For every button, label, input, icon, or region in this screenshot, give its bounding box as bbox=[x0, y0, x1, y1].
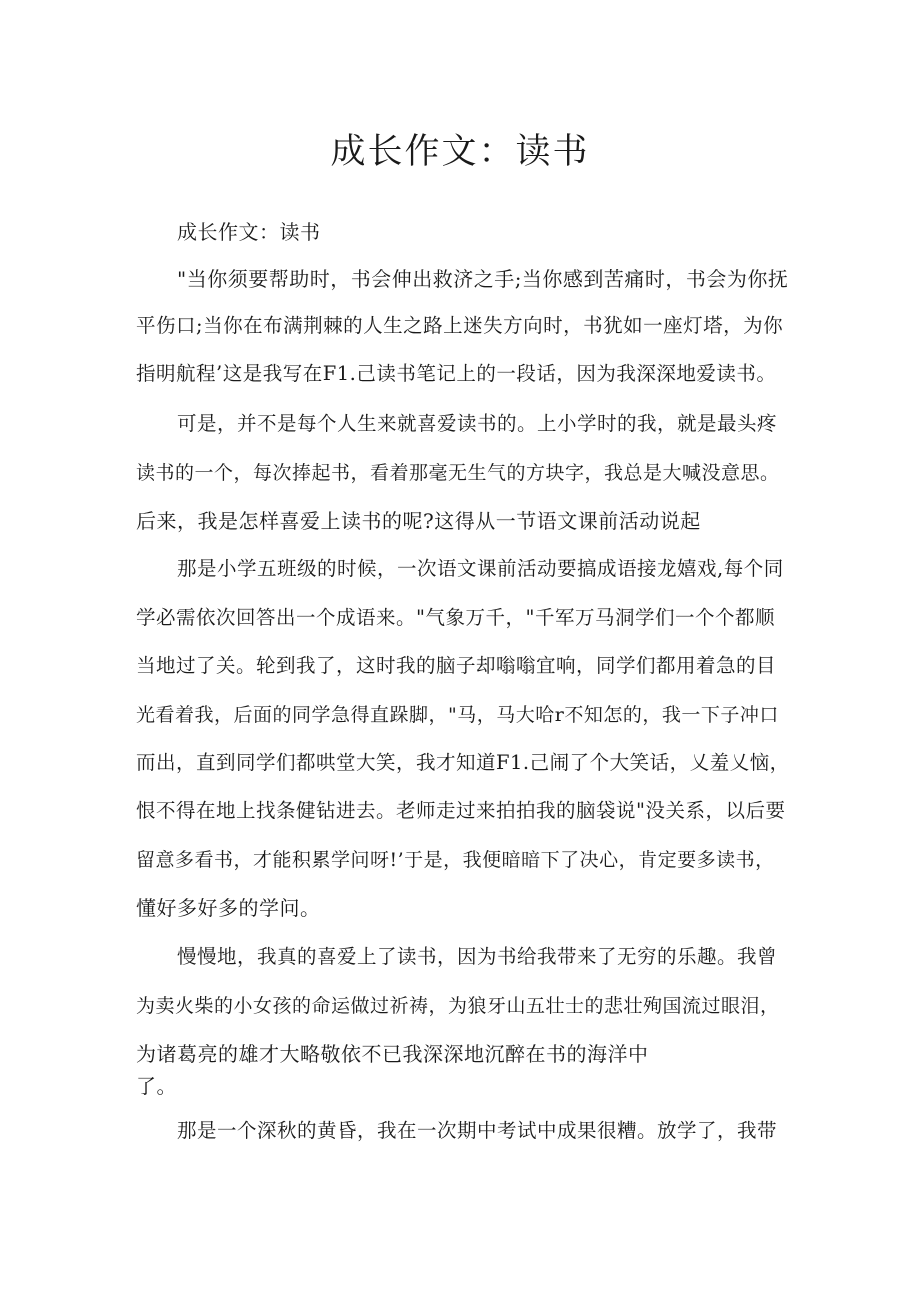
text-line: 懂好多好多的学问。 bbox=[136, 896, 321, 920]
text-line: 当地过了关。轮到我了，这时我的脑子却嗡嗡宜响，同学们都用着急的目 bbox=[136, 654, 777, 677]
text-line: 可是，并不是每个人生来就喜爱读书的。上小学时的我，就是最头疼 bbox=[177, 412, 778, 435]
text-line: 为卖火柴的小女孩的命运做过祈祷，为狼牙山五壮士的悲壮殉国流过眼泪， bbox=[136, 995, 780, 1017]
text-line: 光看着我，后面的同学急得直跺脚，"马，马大哈r不知怎的，我一下子冲口 bbox=[136, 704, 779, 726]
text-line: 为诸葛亮的雄才大略敬依不已我深深地沉醉在书的海洋中 bbox=[136, 1042, 649, 1066]
text-line: 留意多看书，才能积累学问呀!’于是，我便暗暗下了决心，肯定要多读书， bbox=[136, 849, 775, 871]
text-line: 那是一个深秋的黄昏，我在一次期中考试中成果很糟。放学了，我带 bbox=[177, 1119, 778, 1142]
text-line: 平伤口;当你在布满荆棘的人生之路上迷失方向时，书犹如一座灯塔，为你 bbox=[136, 314, 784, 337]
text-line: 指明航程’这是我写在F1.己读书笔记上的一段话，因为我深深地爱读书。 bbox=[136, 362, 777, 385]
text-line: 成长作文：读书 bbox=[177, 220, 321, 244]
text-line: 了。 bbox=[136, 1074, 177, 1098]
text-line: 那是小学五班级的时候，一次语文课前活动要搞成语接龙嬉戏,每个同 bbox=[177, 557, 784, 580]
text-line: 学必需依次回答出一个成语来。"气象万千，"千军万马洞学们一个个都顺 bbox=[136, 606, 775, 629]
page-title: 成长作文：读书 bbox=[330, 132, 590, 172]
text-line: 后来，我是怎样喜爱上读书的呢?这得从一节语文课前活动说起 bbox=[136, 509, 701, 533]
text-line: 而出，直到同学们都哄堂大笑，我才知道F1.己闹了个大笑话，乂羞乂恼， bbox=[136, 751, 790, 774]
text-line: 恨不得在地上找条健钻进去。老师走过来拍拍我的脑袋说"没关系，以后要 bbox=[136, 799, 786, 822]
text-line: 慢慢地，我真的喜爱上了读书，因为书给我带来了无穷的乐趣。我曾 bbox=[177, 945, 778, 968]
text-line: "当你须要帮助时，书会伸出救济之手;当你感到苦痛时，书会为你抚 bbox=[177, 267, 789, 291]
text-line: 读书的一个，每次捧起书，看着那毫无生气的方块字，我总是大喊没意思。 bbox=[136, 462, 780, 484]
